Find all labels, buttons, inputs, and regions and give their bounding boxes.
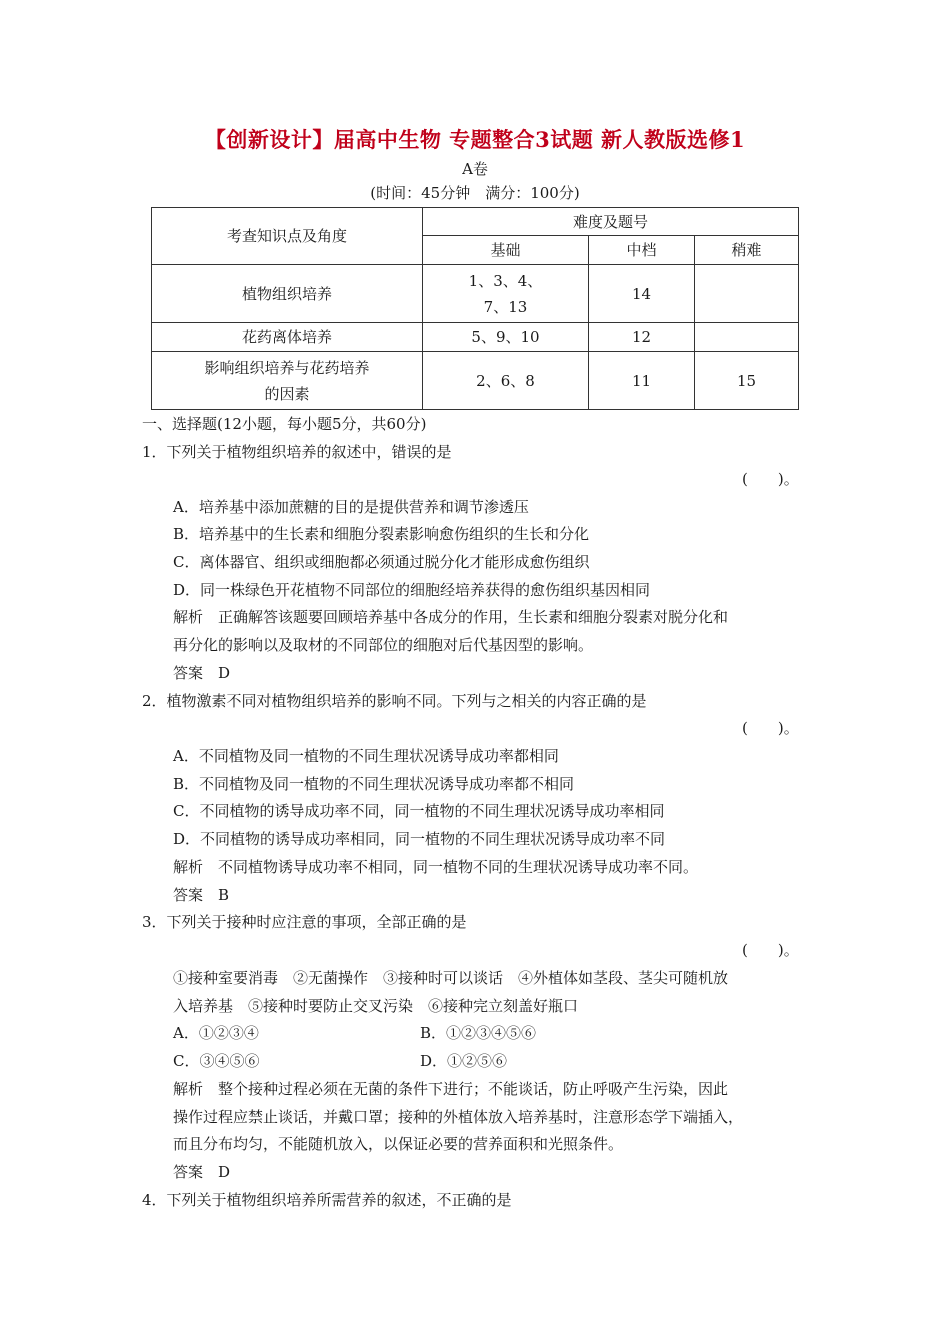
q3-option-a: A．①②③④ bbox=[173, 1024, 259, 1042]
q2-answer-paren: ( )。 bbox=[742, 719, 799, 737]
q3-items-2: 入培养基 ⑤接种时要防止交叉污染 ⑥接种完立刻盖好瓶口 bbox=[173, 997, 579, 1015]
row-topic: 花药离体培养 bbox=[152, 323, 423, 352]
row-topic: 植物组织培养 bbox=[152, 265, 423, 323]
row-hard bbox=[695, 323, 799, 352]
q2-stem: 2．植物激素不同对植物组织培养的影响不同。下列与之相关的内容正确的是 bbox=[142, 692, 647, 710]
q2-option-b: B．不同植物及同一植物的不同生理状况诱导成功率都不相同 bbox=[173, 775, 575, 793]
header-basic: 基础 bbox=[423, 236, 589, 265]
q3-items-1: ①接种室要消毒 ②无菌操作 ③接种时可以谈话 ④外植体如茎段、茎尖可随机放 bbox=[173, 969, 729, 987]
page-title: 【创新设计】届高中生物 专题整合3试题 新人教版选修1 bbox=[204, 127, 746, 152]
row-hard: 15 bbox=[695, 352, 799, 410]
row-topic-line1: 影响组织培养与花药培养 bbox=[204, 358, 370, 377]
section-heading: 一、选择题(12小题，每小题5分，共60分) bbox=[142, 415, 427, 433]
volume-label: A卷 bbox=[462, 160, 488, 178]
header-medium: 中档 bbox=[589, 236, 695, 265]
row-topic-line2: 的因素 bbox=[264, 384, 310, 403]
knowledge-table bbox=[151, 207, 799, 410]
q1-option-c: C．离体器官、组织或细胞都必须通过脱分化才能形成愈伤组织 bbox=[173, 553, 590, 571]
table-row bbox=[152, 352, 799, 410]
q1-option-b: B．培养基中的生长素和细胞分裂素影响愈伤组织的生长和分化 bbox=[173, 525, 590, 543]
q3-analysis-2: 操作过程应禁止谈话，并戴口罩；接种的外植体放入培养基时，注意形态学下端插入， bbox=[173, 1108, 744, 1126]
q1-option-a: A．培养基中添加蔗糖的目的是提供营养和调节渗透压 bbox=[173, 498, 529, 516]
q3-option-b: B．①②③④⑤⑥ bbox=[420, 1024, 537, 1042]
q1-option-d: D．同一株绿色开花植物不同部位的细胞经培养获得的愈伤组织基因相同 bbox=[173, 581, 651, 599]
q3-option-d: D．①②⑤⑥ bbox=[420, 1052, 508, 1070]
row-basic: 2、6、8 bbox=[423, 352, 589, 410]
header-knowledge: 考查知识点及角度 bbox=[152, 208, 423, 265]
q2-option-c: C．不同植物的诱导成功率不同，同一植物的不同生理状况诱导成功率相同 bbox=[173, 802, 665, 820]
q3-analysis-3: 而且分布均匀，不能随机放入，以保证必要的营养面积和光照条件。 bbox=[173, 1135, 624, 1153]
q4-stem: 4．下列关于植物组织培养所需营养的叙述，不正确的是 bbox=[142, 1191, 512, 1209]
row-medium: 14 bbox=[589, 265, 695, 323]
q1-analysis-2: 再分化的影响以及取材的不同部位的细胞对后代基因型的影响。 bbox=[173, 636, 594, 654]
q1-analysis-1: 解析 正确解答该题要回顾培养基中各成分的作用，生长素和细胞分裂素对脱分化和 bbox=[173, 608, 729, 626]
table-row bbox=[152, 265, 799, 323]
row-basic: 5、9、10 bbox=[423, 323, 589, 352]
row-medium: 12 bbox=[589, 323, 695, 352]
header-hard: 稍难 bbox=[695, 236, 799, 265]
q2-option-d: D．不同植物的诱导成功率相同，同一植物的不同生理状况诱导成功率不同 bbox=[173, 830, 666, 848]
q3-analysis-1: 解析 整个接种过程必须在无菌的条件下进行；不能谈话，防止呼吸产生污染，因此 bbox=[173, 1080, 729, 1098]
row-basic bbox=[423, 265, 589, 323]
q3-stem: 3．下列关于接种时应注意的事项，全部正确的是 bbox=[142, 913, 467, 931]
row-medium: 11 bbox=[589, 352, 695, 410]
q2-answer: 答案 B bbox=[173, 886, 230, 904]
q3-answer-paren: ( )。 bbox=[742, 941, 799, 959]
table-row bbox=[152, 323, 799, 352]
q1-answer: 答案 D bbox=[173, 664, 231, 682]
row-hard bbox=[695, 265, 799, 323]
q2-option-a: A．不同植物及同一植物的不同生理状况诱导成功率都相同 bbox=[173, 747, 559, 765]
q3-answer: 答案 D bbox=[173, 1163, 231, 1181]
q1-stem: 1．下列关于植物组织培养的叙述中，错误的是 bbox=[142, 443, 452, 461]
row-basic-line1: 1、3、4、 bbox=[468, 271, 543, 290]
q1-answer-paren: ( )。 bbox=[742, 470, 799, 488]
header-difficulty: 难度及题号 bbox=[423, 208, 799, 236]
time-info: (时间：45分钟 满分：100分) bbox=[370, 184, 580, 202]
q3-option-c: C．③④⑤⑥ bbox=[173, 1052, 260, 1070]
q2-analysis-1: 解析 不同植物诱导成功率不相同，同一植物不同的生理状况诱导成功率不同。 bbox=[173, 858, 699, 876]
row-basic-line2: 7、13 bbox=[483, 297, 528, 316]
row-topic bbox=[152, 352, 423, 410]
